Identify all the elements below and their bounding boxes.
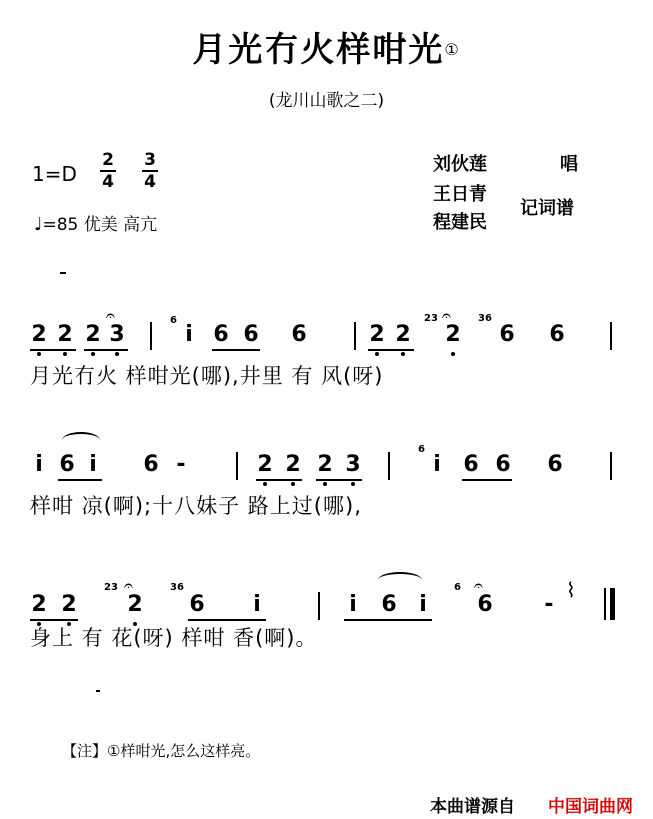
lyrics-line: 样咁 凉(啊);十八妹子 路上过(哪), bbox=[30, 494, 362, 518]
fermata-icon: 𝄐 bbox=[106, 306, 115, 325]
lower-octave-dot bbox=[115, 352, 119, 356]
note: 2 bbox=[57, 322, 73, 347]
quarter-note-icon: ♩ bbox=[34, 214, 43, 235]
note: 6 bbox=[547, 452, 563, 477]
note: 2 bbox=[445, 322, 461, 347]
lower-octave-dot bbox=[263, 482, 267, 486]
bar-line bbox=[354, 322, 356, 350]
beam-line bbox=[368, 349, 414, 351]
note: 6 bbox=[213, 322, 229, 347]
grace-note: 6 bbox=[454, 582, 461, 593]
song-title-text: 月光冇火样咁光 bbox=[192, 30, 445, 70]
tempo-text: =85 优美 高亢 bbox=[42, 215, 158, 235]
recorder-role: 记词谱 bbox=[520, 198, 574, 219]
time-sig-numerator: 3 bbox=[144, 150, 156, 170]
time-signature-3-4 bbox=[142, 150, 158, 192]
note: 6 bbox=[59, 452, 75, 477]
lower-octave-dot bbox=[401, 352, 405, 356]
tempo-marking bbox=[34, 210, 157, 235]
note: i bbox=[419, 592, 427, 617]
note: 6 bbox=[463, 452, 479, 477]
grace-note: 6 bbox=[170, 315, 177, 326]
beam-line bbox=[212, 349, 260, 351]
note: 2 bbox=[31, 592, 47, 617]
song-subtitle: (龙川山歌之二) bbox=[268, 91, 385, 111]
lower-octave-dot bbox=[63, 352, 67, 356]
note: i bbox=[89, 452, 97, 477]
note: 6 bbox=[243, 322, 259, 347]
lower-octave-dot bbox=[91, 352, 95, 356]
page-mark bbox=[60, 272, 66, 274]
lower-octave-dot bbox=[375, 352, 379, 356]
note: 6 bbox=[291, 322, 307, 347]
bar-line bbox=[150, 322, 152, 350]
recorder-name-2: 程建民 bbox=[433, 212, 487, 233]
singer-name: 刘伙莲 bbox=[433, 154, 487, 175]
beam-line bbox=[58, 479, 102, 481]
note: 6 bbox=[499, 322, 515, 347]
bar-line bbox=[236, 452, 238, 480]
fermata-icon: 𝄐 bbox=[442, 306, 451, 325]
note: i bbox=[349, 592, 357, 617]
bar-line bbox=[318, 592, 320, 620]
slur bbox=[62, 432, 100, 448]
note: 6 bbox=[477, 592, 493, 617]
fermata-icon: 𝄐 bbox=[474, 576, 483, 595]
grace-note: 36 bbox=[170, 582, 184, 593]
note: 6 bbox=[189, 592, 205, 617]
note: 2 bbox=[369, 322, 385, 347]
grace-note: 36 bbox=[478, 313, 492, 324]
time-signature-2-4 bbox=[100, 150, 116, 192]
glissando-icon: ⌇ bbox=[566, 578, 576, 602]
note: - bbox=[176, 452, 186, 477]
note: 6 bbox=[143, 452, 159, 477]
final-bar-thick bbox=[610, 588, 615, 620]
note: i bbox=[185, 322, 193, 347]
time-sig-denominator: 4 bbox=[142, 170, 158, 192]
beam-line bbox=[30, 349, 76, 351]
note: i bbox=[253, 592, 261, 617]
note: i bbox=[433, 452, 441, 477]
note: 2 bbox=[395, 322, 411, 347]
note: 2 bbox=[285, 452, 301, 477]
title-footnote-mark: ① bbox=[444, 40, 461, 59]
bar-line bbox=[610, 452, 612, 480]
note: 6 bbox=[495, 452, 511, 477]
beam-line bbox=[30, 619, 78, 621]
fermata-icon: 𝄐 bbox=[124, 576, 133, 595]
beam-line bbox=[316, 479, 362, 481]
singer-role: 唱 bbox=[560, 154, 578, 175]
bar-line bbox=[610, 322, 612, 350]
note: 2 bbox=[85, 322, 101, 347]
note: 2 bbox=[317, 452, 333, 477]
note: 2 bbox=[61, 592, 77, 617]
source-label: 本曲谱源自 bbox=[430, 797, 515, 817]
note: 6 bbox=[549, 322, 565, 347]
beam-line bbox=[188, 619, 266, 621]
lyrics-line: 身上 有 花(呀) 样咁 香(啊)。 bbox=[30, 626, 318, 650]
key-signature: 1=D bbox=[32, 162, 77, 186]
song-title bbox=[0, 22, 653, 71]
time-sig-denominator: 4 bbox=[100, 170, 116, 192]
lower-octave-dot bbox=[351, 482, 355, 486]
note: i bbox=[35, 452, 43, 477]
beam-line bbox=[344, 619, 432, 621]
bar-line bbox=[388, 452, 390, 480]
recorder-name-1: 王日青 bbox=[433, 184, 487, 205]
note: - bbox=[544, 592, 554, 617]
beam-line bbox=[256, 479, 302, 481]
final-bar-thin bbox=[604, 588, 606, 620]
page-mark bbox=[96, 690, 100, 692]
grace-note: 23 bbox=[424, 313, 438, 324]
lower-octave-dot bbox=[37, 352, 41, 356]
note: 2 bbox=[31, 322, 47, 347]
footnote: 【注】①样咁光,怎么这样亮。 bbox=[62, 742, 261, 760]
lower-octave-dot bbox=[451, 352, 455, 356]
grace-note: 6 bbox=[418, 444, 425, 455]
slur bbox=[378, 572, 422, 588]
time-sig-numerator: 2 bbox=[102, 150, 114, 170]
beam-line bbox=[462, 479, 512, 481]
site-name[interactable]: 中国词曲网 bbox=[548, 797, 633, 817]
note: 3 bbox=[109, 322, 125, 347]
beam-line bbox=[84, 349, 128, 351]
grace-note: 23 bbox=[104, 582, 118, 593]
note: 2 bbox=[127, 592, 143, 617]
note: 3 bbox=[345, 452, 361, 477]
lower-octave-dot bbox=[323, 482, 327, 486]
lower-octave-dot bbox=[291, 482, 295, 486]
note: 2 bbox=[257, 452, 273, 477]
lyrics-line: 月光冇火 样咁光(哪),井里 有 风(呀) bbox=[30, 364, 384, 388]
note: 6 bbox=[381, 592, 397, 617]
